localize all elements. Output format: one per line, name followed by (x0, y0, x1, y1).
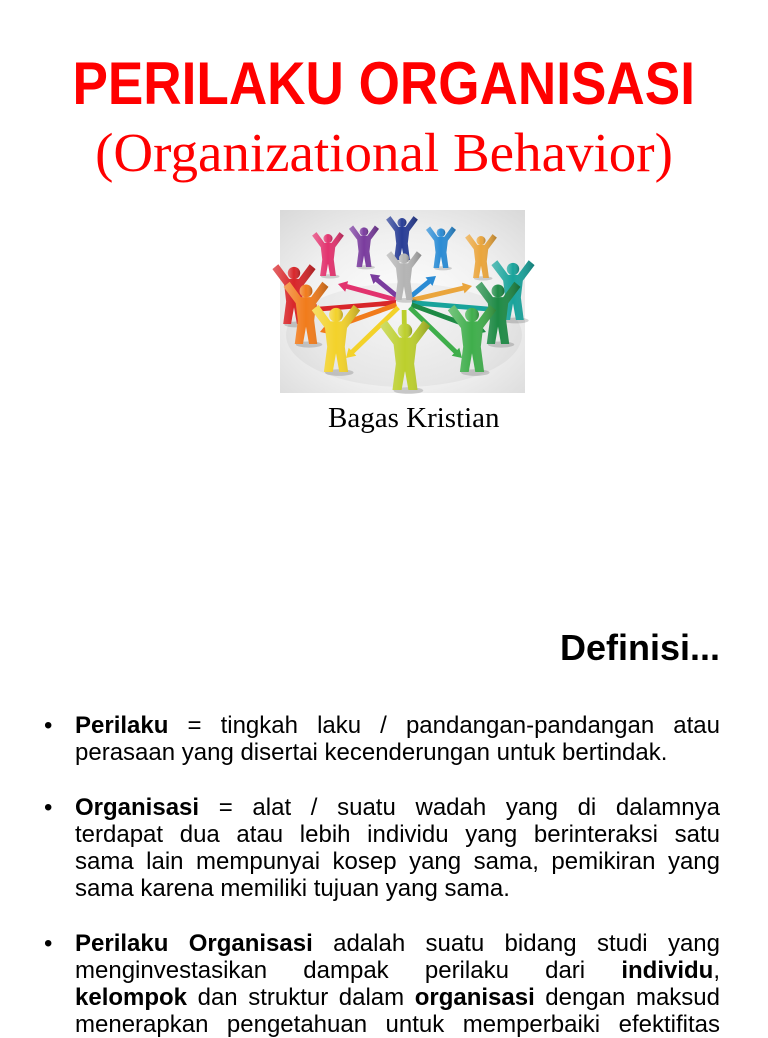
definition-text: dan struktur dalam (187, 984, 415, 1011)
slide-title: PERILAKU ORGANISASI (72, 50, 696, 117)
term-text: kelompok (75, 984, 188, 1011)
definition-list (44, 712, 721, 1038)
slide-subtitle: (Organizational Behavior) (95, 122, 673, 183)
bullet-marker: • (44, 930, 53, 957)
term-text: organisasi (414, 984, 535, 1011)
definition-heading: Definisi... (559, 627, 720, 668)
definition-line (75, 930, 720, 957)
definition-text: adalah suatu bidang studi yang (312, 930, 721, 957)
people-network-illustration (280, 210, 525, 393)
definition-line: sama lain mempunyai kosep yang sama, pemikiran yang (75, 848, 720, 875)
definition-text: , (713, 957, 720, 984)
term-text: Perilaku (75, 712, 169, 739)
author-name: Bagas Kristian (328, 402, 500, 434)
definition-item (44, 712, 720, 766)
bullet-marker: • (44, 712, 53, 739)
definition-text: = alat / suatu wadah yang di dalamnya (199, 794, 720, 821)
definition-item (44, 794, 720, 902)
definition-line: menerapkan pengetahuan untuk memperbaiki efektifitas (75, 1011, 720, 1038)
definition-line (75, 957, 720, 984)
definition-line (75, 794, 720, 821)
bullet-marker: • (44, 794, 53, 821)
definition-line (75, 984, 720, 1011)
definition-item (44, 930, 721, 1038)
definition-text: dengan maksud (534, 984, 720, 1011)
definition-text: menginvestasikan dampak perilaku dari (75, 957, 622, 984)
definition-line: terdapat dua atau lebih individu yang berinteraksi satu (75, 821, 720, 848)
definition-text: = tingkah laku / pandangan-pandangan atau (168, 712, 720, 739)
term-text: Organisasi (75, 794, 200, 821)
definition-line: perasaan yang disertai kecenderungan untuk bertindak. (75, 739, 668, 766)
definition-line: sama karena memiliki tujuan yang sama. (75, 875, 510, 902)
term-text: individu (621, 957, 714, 984)
term-text: Perilaku Organisasi (75, 930, 313, 957)
definition-line (75, 712, 720, 739)
title-row (0, 50, 768, 117)
